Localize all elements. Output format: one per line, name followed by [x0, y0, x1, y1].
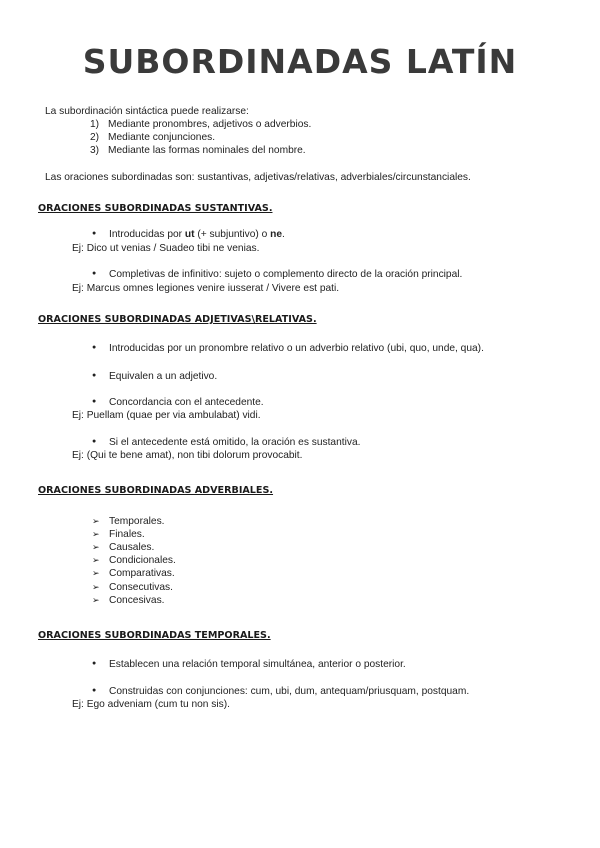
- arrow-list-item: ➢ Consecutivas.: [109, 582, 173, 593]
- arrow-list-item: ➢ Condicionales.: [109, 555, 176, 566]
- list-text: Mediante conjunciones.: [108, 132, 216, 143]
- bullet-item: ● Completivas de infinitivo: sujeto o complemento directo de la oración principal.: [109, 269, 462, 280]
- section-heading-temporales: ORACIONES SUBORDINADAS TEMPORALES.: [38, 630, 271, 641]
- arrow-list-item: ➢ Temporales.: [109, 516, 165, 527]
- list-text: Mediante pronombres, adjetivos o adverbios.: [108, 119, 312, 130]
- example-line: Ej: Marcus omnes legiones venire iusserat / Vivere est pati.: [72, 283, 340, 294]
- bullet-item: ● Introducidas por un pronombre relativo o un adverbio relativo (ubi, quo, unde, qua).: [109, 343, 484, 354]
- section-heading-adjetivas: ORACIONES SUBORDINADAS ADJETIVAS\RELATIVAS.: [38, 314, 317, 325]
- keyword-ut: ut: [184, 229, 195, 240]
- arrow-list-item: ➢ Causales.: [109, 542, 154, 553]
- intro-list-item: [90, 145, 306, 156]
- example-line: Ej: Ego adveniam (cum tu non sis).: [72, 699, 230, 710]
- list-number: 3): [90, 145, 100, 156]
- bullet-text: .: [282, 229, 285, 240]
- intro-list-item: [90, 119, 311, 130]
- bullet-text: Introducidas por: [109, 229, 185, 240]
- keyword-ne: ne: [270, 229, 283, 240]
- arrow-list-item: ➢ Comparativas.: [109, 568, 175, 579]
- page-title: SUBORDINADAS LATÍN: [82, 42, 518, 81]
- bullet-text: (+ subjuntivo) o: [194, 229, 271, 240]
- bullet-item: ● Concordancia con el antecedente.: [109, 397, 264, 408]
- example-line: Ej: Dico ut venias / Suadeo tibi ne venias.: [72, 243, 260, 254]
- example-line: Ej: (Qui te bene amat), non tibi dolorum provocabit.: [72, 450, 303, 461]
- bullet-item: ● Si el antecedente está omitido, la oración es sustantiva.: [109, 437, 360, 448]
- arrow-list-item: ➢ Finales.: [109, 529, 145, 540]
- section-heading-adverbiales: ORACIONES SUBORDINADAS ADVERBIALES.: [38, 485, 274, 496]
- example-line: Ej: Puellam (quae per via ambulabat) vidi.: [72, 410, 261, 421]
- bullet-item: ● Equivalen a un adjetivo.: [109, 371, 217, 382]
- intro-list-item: [90, 132, 215, 143]
- section-heading-sustantivas: ORACIONES SUBORDINADAS SUSTANTIVAS.: [38, 203, 273, 214]
- intro-lead: La subordinación sintáctica puede realizarse:: [45, 106, 249, 117]
- list-number: 1): [90, 119, 100, 130]
- bullet-item: ● Establecen una relación temporal simultánea, anterior o posterior.: [109, 659, 406, 670]
- arrow-list-item: ➢ Concesivas.: [109, 595, 165, 606]
- bullet-item: ● Construidas con conjunciones: cum, ubi, dum, antequam/priusquam, postquam.: [109, 686, 469, 697]
- list-number: 2): [90, 132, 100, 143]
- list-text: Mediante las formas nominales del nombre.: [108, 145, 306, 156]
- intro-types: Las oraciones subordinadas son: sustantivas, adjetivas/relativas, adverbiales/circunstanciales.: [45, 172, 471, 183]
- bullet-item: [109, 229, 285, 240]
